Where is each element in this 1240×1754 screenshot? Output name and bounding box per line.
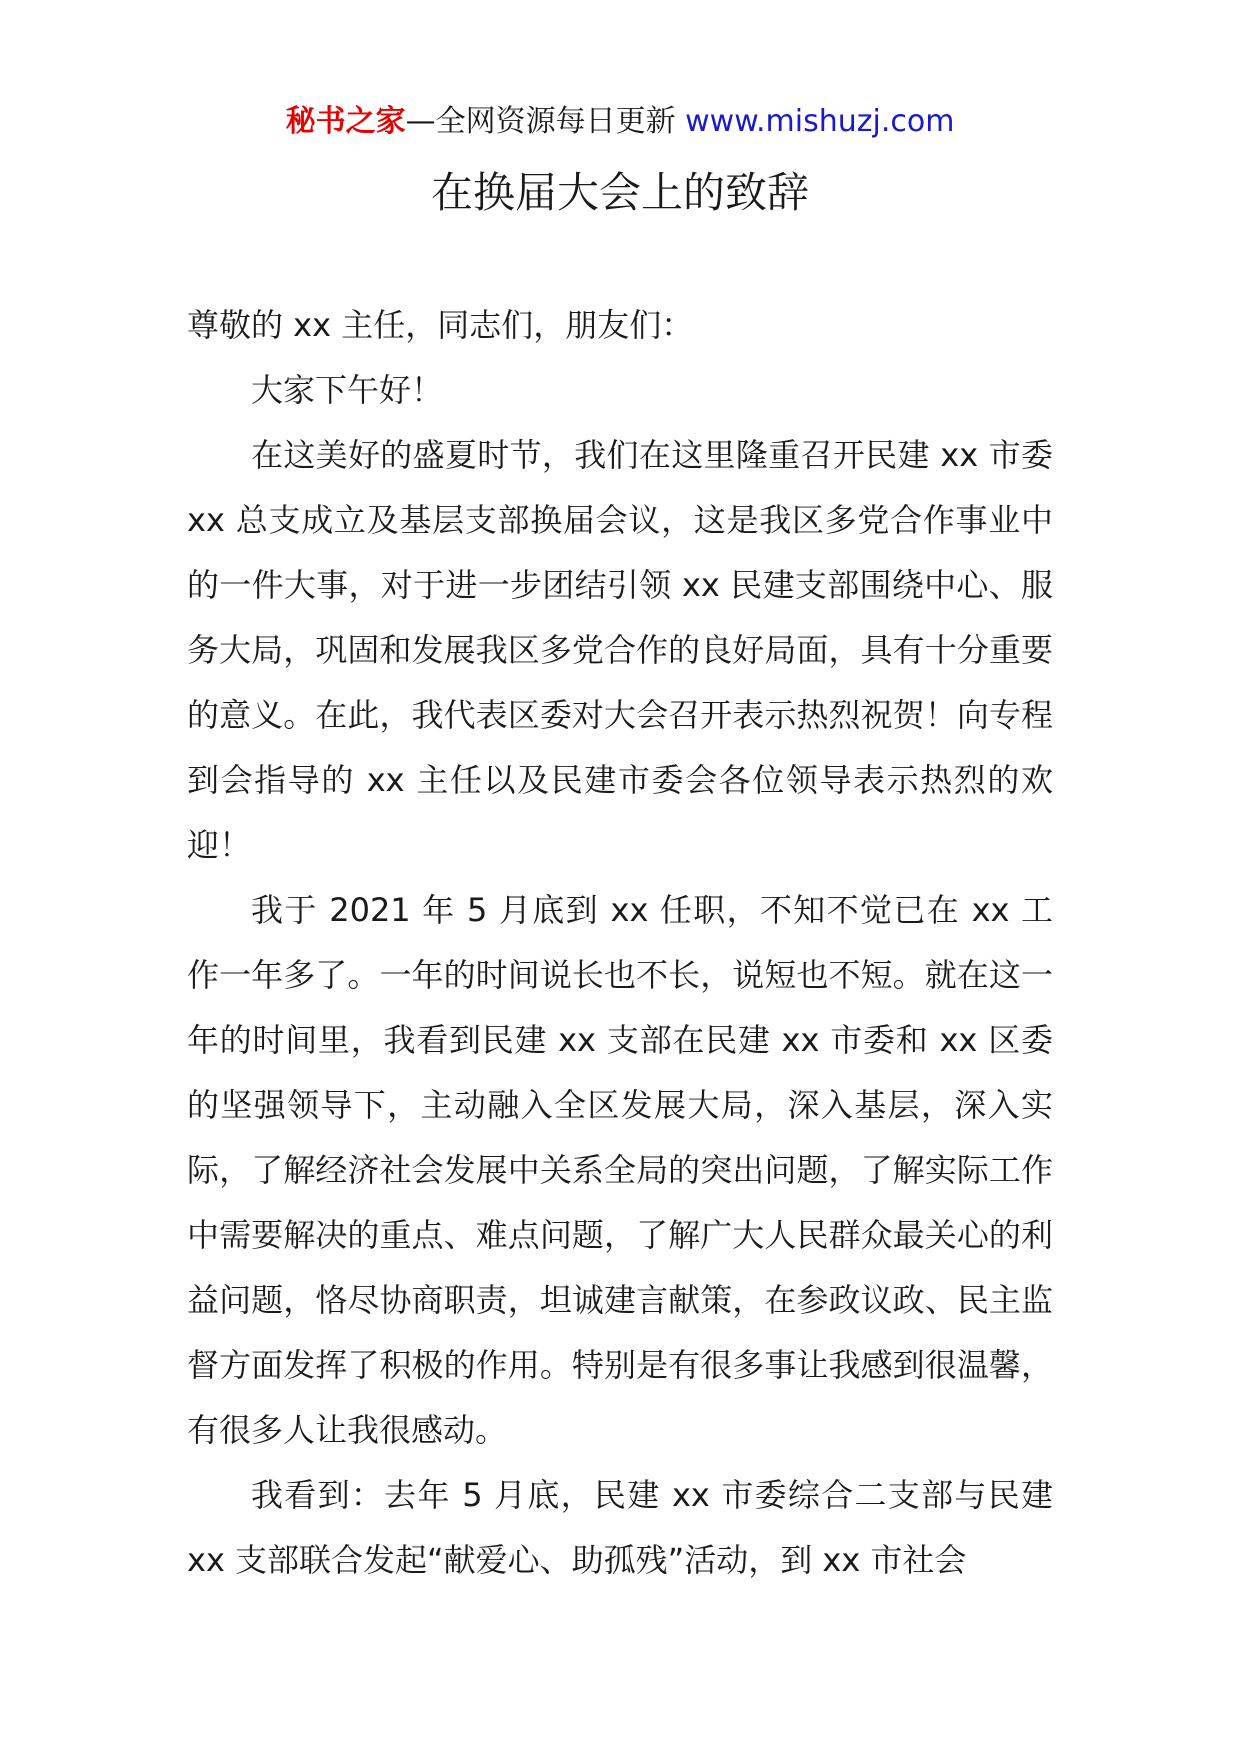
site-brand: 秘书之家 xyxy=(285,104,406,139)
site-url-link[interactable]: www.mishuzj.com xyxy=(685,104,955,139)
paragraph-example: 我看到：去年 5 月底，民建 xx 市委综合二支部与民建 xx 支部联合发起“献爱心、助孤残”活动，到 xx 市社会 xyxy=(187,1476,1053,1579)
paragraph-opening: 在这美好的盛夏时节，我们在这里隆重召开民建 xx 市委 xx 总支成立及基层支部换届会议，这是我区多党合作事业中的一件大事，对于进一步团结引领 xx 民建支部围绕中心、服务大局，巩固和发展我区多党合作的良好局面，具有十分重要的意义。在此，我代表区委对大会召开表示热烈祝贺！向专程到会指导的 xx 主任以及民建市委会各位领导表示热烈的欢迎！ xyxy=(187,436,1053,864)
site-slogan: —全网资源每日更新 xyxy=(405,104,676,139)
salutation: 尊敬的 xx 主任，同志们，朋友们： xyxy=(187,306,694,344)
document-title: 在换届大会上的致辞 xyxy=(430,168,809,217)
site-banner xyxy=(0,100,1240,144)
document-body xyxy=(187,293,1053,1593)
paragraph-experience: 我于 2021 年 5 月底到 xx 任职，不知不觉已在 xx 工作一年多了。一年的时间说长也不长，说短也不短。就在这一年的时间里，我看到民建 xx 支部在民建 xx 市委和 xx 区委的坚强领导下，主动融入全区发展大局，深入基层，深入实际，了解经济社会发展中关系全局的突出问题，了解实际工作中需要解决的重点、难点问题，了解广大人民群众最关心的利益问题，恪尽协商职责，坦诚建言献策，在参政议政、民主监督方面发挥了积极的作用。特别是有很多事让我感到很温馨，有很多人让我很感动。 xyxy=(187,891,1053,1449)
paragraph-greeting: 大家下午好！ xyxy=(251,371,444,409)
